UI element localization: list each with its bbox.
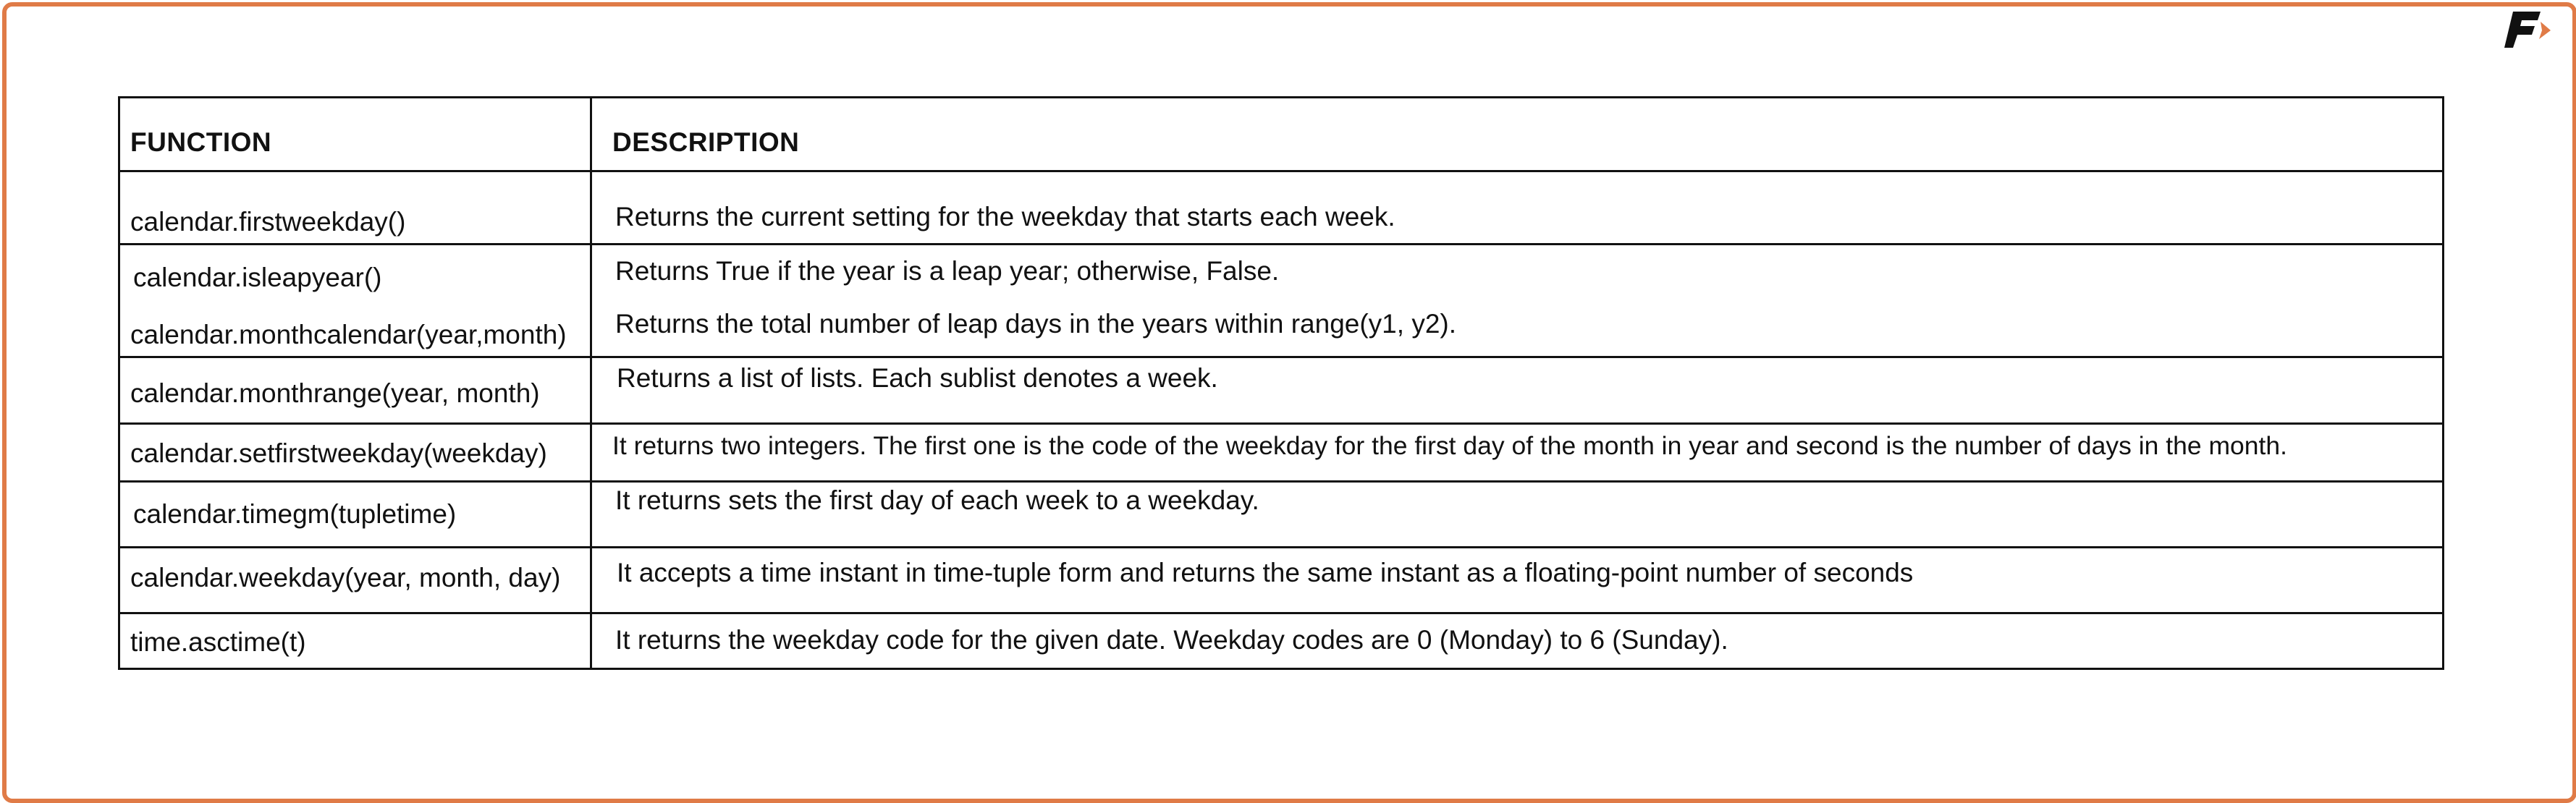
header-function: FUNCTION — [130, 127, 272, 157]
function-name: calendar.firstweekday() — [130, 207, 406, 237]
function-description: It returns sets the first day of each week to a weekday. — [615, 485, 1259, 515]
brand-logo-icon — [2503, 6, 2554, 52]
row-divider — [120, 170, 2442, 172]
function-description: It returns the weekday code for the given date. Weekday codes are 0 (Monday) to 6 (Sunday). — [615, 625, 1728, 655]
function-name: calendar.timegm(tupletime) — [133, 499, 457, 529]
row-divider — [120, 356, 2442, 358]
function-name: calendar.monthcalendar(year,month) — [130, 320, 567, 349]
function-name: time.asctime(t) — [130, 627, 306, 657]
function-name: calendar.isleapyear() — [133, 263, 382, 292]
function-description: Returns the current setting for the weekday that starts each week. — [615, 202, 1395, 231]
function-description: Returns True if the year is a leap year; otherwise, False. — [615, 256, 1280, 286]
function-name: calendar.setfirstweekday(weekday) — [130, 438, 547, 468]
row-divider — [120, 480, 2442, 483]
row-divider — [120, 243, 2442, 245]
function-description: It accepts a time instant in time-tuple form and returns the same instant as a floating-point number of seconds — [617, 558, 1914, 587]
header-description: DESCRIPTION — [612, 127, 800, 157]
function-description: Returns the total number of leap days in the years within range(y1, y2). — [615, 309, 1456, 339]
row-divider — [120, 612, 2442, 614]
column-divider — [590, 98, 592, 668]
row-divider — [120, 546, 2442, 548]
function-description: Returns a list of lists. Each sublist denotes a week. — [617, 363, 1218, 393]
functions-table — [118, 96, 2444, 670]
function-name: calendar.weekday(year, month, day) — [130, 563, 561, 592]
function-name: calendar.monthrange(year, month) — [130, 378, 540, 408]
row-divider — [120, 422, 2442, 425]
function-description: It returns two integers. The first one is the code of the weekday for the first day of the month in year and second is the number of days in the month. — [612, 431, 2288, 460]
